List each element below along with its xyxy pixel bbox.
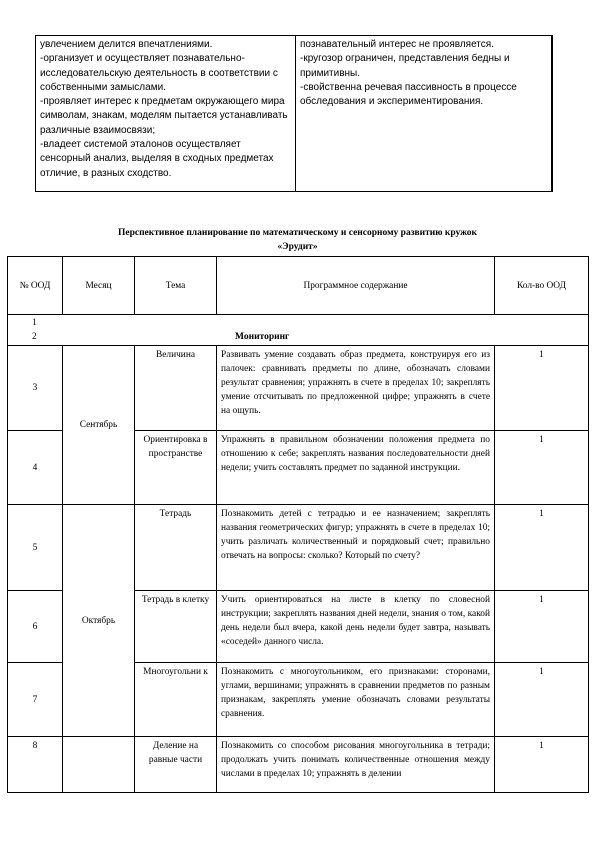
row-count: 1	[495, 663, 589, 737]
row-content	[217, 737, 495, 793]
row-content-text: Познакомить детей с тетрадью и ее назначением; закреплять названия геометрических фигур; упражнять в счете в пределах 10; учить различать количественный и порядковый счет; правильно отвечать на вопросы: сколько? Который по счету?	[221, 509, 490, 561]
row-count: 1	[495, 737, 589, 793]
row-num: 7	[8, 663, 63, 737]
row-num: 8	[8, 737, 63, 793]
row-theme: Величина	[135, 346, 217, 431]
row-content	[217, 663, 495, 737]
plan-table	[7, 256, 589, 793]
monitoring-label: Мониторинг	[235, 332, 290, 342]
previous-table-right-cell	[296, 36, 553, 192]
row-content-text: Познакомить с многоугольником, его признаками: сторонами, углами, вершинами; упражнять в сравнении предметов по разным признакам, закреплять умение обозначать словами результаты сравнения.	[221, 667, 490, 719]
header-month: Месяц	[63, 257, 135, 315]
row-content	[217, 346, 495, 431]
row-content-text: Познакомить со способом рисования многоугольника в тетради; продолжать учить понимать количественные отношения между числами в пределах 10; упражнять в делении	[221, 741, 490, 779]
row-content-text: Развивать умение создавать образ предмета, конструируя его из палочек: сравнивать предметы по длине, обозначать словами результат сравнения; упражнять в счете в пределах 10; закреплять умение отсчитывать по предложенной цифре; упражнять в счете на ощупь.	[221, 350, 490, 416]
table-row	[8, 505, 589, 591]
high-level-criteria-text: увлечением делится впечатлениями. -организует и осуществляет познавательно-исследовательскую деятельность в соответствии с собственными замыслами. -проявляет интерес к предметам окружающего мира символам, знакам, моделям пытается устанавливать различные взаимосвязи; -владеет системой эталонов осуществляет сенсорный анализ, выделяя в сходных предметах отличие, в разных сходство.	[40, 39, 288, 179]
row-num: 5	[8, 505, 63, 591]
row-num: 3	[8, 346, 63, 431]
row-theme: Тетрадь	[135, 505, 217, 591]
low-level-criteria-text: познавательный интерес не проявляется. -кругозор ограничен, представления бедны и примитивны. -свойственна речевая пассивность в процессе обследования и экспериментирования.	[300, 39, 517, 108]
row-theme: Деление на равные части	[135, 737, 217, 793]
plan-club-name: «Эрудит»	[277, 242, 318, 252]
row-num: 6	[8, 591, 63, 663]
row-count: 1	[495, 346, 589, 431]
row-content-text: Упражнять в правильном обозначении положения предмета по отношению к себе; закреплять названия последовательности дней недели; учить составлять предмет по заданной инструкции.	[221, 435, 490, 473]
previous-table-left-cell	[36, 36, 296, 192]
row-count: 1	[495, 505, 589, 591]
month-october: Октябрь	[63, 505, 135, 737]
header-content: Программное содержание	[217, 257, 495, 315]
header-theme: Тема	[135, 257, 217, 315]
row-count: 1	[495, 431, 589, 505]
row-content	[217, 431, 495, 505]
row-theme: Тетрадь в клетку	[135, 591, 217, 663]
header-num: № ООД	[8, 257, 63, 315]
row-num: 4	[8, 431, 63, 505]
monitoring-row	[8, 315, 589, 346]
table-header-row	[8, 257, 589, 315]
table-row	[8, 737, 589, 793]
month-september: Сентябрь	[63, 346, 135, 505]
row-content	[217, 591, 495, 663]
previous-page-table	[35, 35, 553, 192]
table-row	[8, 346, 589, 431]
row-theme: Ориентировка в пространстве	[135, 431, 217, 505]
row-count: 1	[495, 591, 589, 663]
plan-title: Перспективное планирование по математическому и сенсорному развитию кружок	[117, 228, 478, 238]
row-theme: Многоугольни к	[135, 663, 217, 737]
monitoring-nums: 1 2	[8, 315, 589, 346]
month-empty	[63, 737, 135, 793]
header-count: Кол-во ООД	[495, 257, 589, 315]
row-content-text: Учить ориентироваться на листе в клетку по словесной инструкции; закреплять названия дней недели, знания о том, какой день недели был вчера, какой день недели будет завтра, называть «соседей» данного числа.	[221, 595, 490, 647]
row-content	[217, 505, 495, 591]
